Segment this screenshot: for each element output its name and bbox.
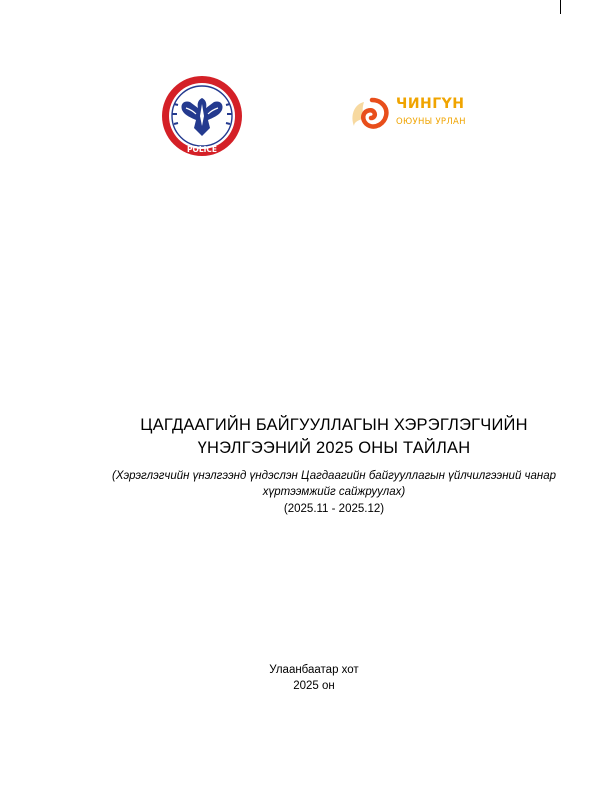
report-title-block (60, 414, 608, 518)
police-emblem-text: POLICE (186, 145, 218, 154)
report-title-line-1: ЦАГДААГИЙН БАЙГУУЛЛАГЫН ХЭРЭГЛЭГЧИЙН (140, 416, 528, 434)
city-label: Улаанбаатар хот (269, 664, 359, 676)
shell-icon (348, 96, 390, 132)
report-period: (2025.11 - 2025.12) (283, 503, 385, 515)
report-subtitle (60, 468, 608, 500)
report-title-line-2: ҮНЭЛГЭЭНИЙ 2025 ОНЫ ТАЙЛАН (197, 439, 471, 457)
police-emblem-logo (160, 74, 244, 158)
place-and-year (214, 662, 414, 694)
corner-crop-mark (560, 0, 561, 14)
brand-name: ЧИНГҮН (396, 96, 465, 112)
report-subtitle-line-1: (Хэрэглэгчийн үнэлгээнд үндэслэн Цагдаагийн байгууллагын үйлчилгээний чанар (111, 470, 556, 482)
chingun-brand-logo (348, 92, 468, 136)
year-label: 2025 он (293, 680, 335, 692)
brand-tagline: ОЮУНЫ УРЛАН (396, 117, 466, 127)
report-subtitle-line-2: хүртээмжийг сайжруулах) (262, 486, 406, 498)
